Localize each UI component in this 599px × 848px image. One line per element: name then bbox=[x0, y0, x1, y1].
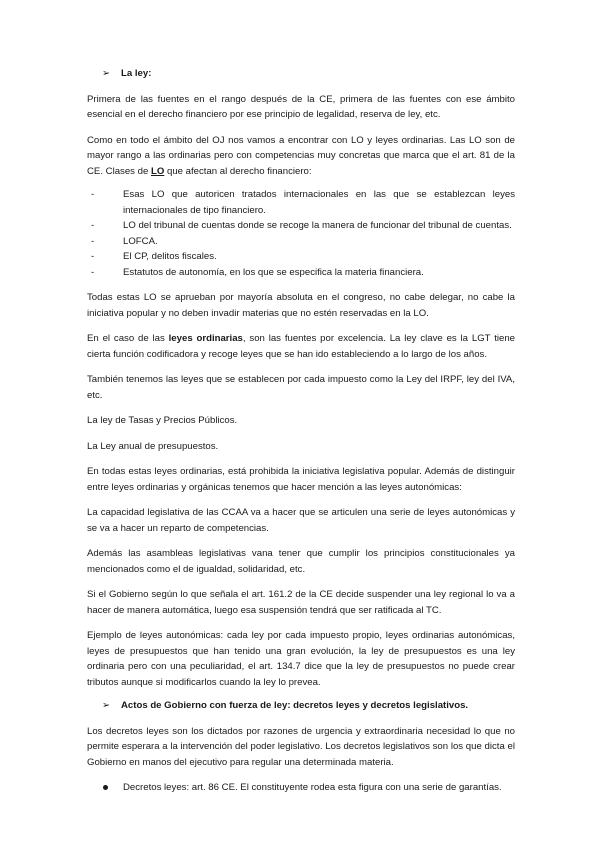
list-item-text: Decretos leyes: art. 86 CE. El constituyente rodea esta figura con una serie de garantías. bbox=[123, 782, 502, 793]
list-item bbox=[87, 249, 515, 265]
list-item-text: LOFCA. bbox=[123, 235, 158, 247]
dash-bullet: - bbox=[91, 251, 95, 262]
section-heading-actos-de-gobierno bbox=[87, 698, 515, 714]
list-item bbox=[87, 780, 515, 796]
arrow-bullet-icon: ➢ bbox=[102, 68, 111, 79]
paragraph: Primera de las fuentes en el rango después de la CE, primera de las fuentes con ese ámbito esencial en el derecho financiero por ese principio de legalidad, reserva de ley, etc. bbox=[87, 93, 515, 120]
list-item bbox=[87, 234, 515, 250]
paragraph-text: Como en todo el ámbito del OJ nos vamos a encontrar con LO y leyes ordinarias. Las LO son de mayor rango a las ordinarias pero con competencias muy concretas que marca que el art. 81 de la CE. Clases de bbox=[87, 134, 515, 177]
paragraph-text: En el caso de las bbox=[87, 333, 169, 344]
heading-text: La ley: bbox=[121, 68, 152, 79]
list-item-text: El CP, delitos fiscales. bbox=[123, 251, 217, 262]
list-item-text: Estatutos de autonomía, en los que se especifica la materia financiera. bbox=[123, 266, 424, 278]
list-item bbox=[87, 218, 515, 234]
paragraph: La Ley anual de presupuestos. bbox=[87, 440, 219, 452]
heading-text: Actos de Gobierno con fuerza de ley: decretos leyes y decretos legislativos. bbox=[121, 700, 469, 711]
dash-bullet: - bbox=[91, 235, 95, 247]
paragraph: En todas estas leyes ordinarias, está prohibida la iniciativa legislativa popular. Además de distinguir entre leyes ordinarias y orgánicas tenemos que hacer mención a las leyes autonómicas: bbox=[87, 466, 515, 493]
paragraph: La capacidad legislativa de las CCAA va a hacer que se articulen una serie de leyes autonómicas y se va a hacer un reparto de competencias. bbox=[87, 507, 515, 534]
paragraph: Además las asambleas legislativas vana tener que cumplir los principios constitucionales ya mencionados como el de igualdad, solidaridad, etc. bbox=[87, 548, 515, 575]
arrow-bullet-icon: ➢ bbox=[102, 700, 111, 711]
list-item-text: Esas LO que autoricen tratados internacionales en las que se establezcan leyes internacionales de tipo financiero. bbox=[123, 189, 515, 216]
list-item-text: LO del tribunal de cuentas donde se recoge la manera de funcionar del tribunal de cuentas. bbox=[123, 220, 512, 231]
lo-list bbox=[87, 187, 515, 280]
bold-term: leyes ordinarias bbox=[168, 333, 243, 344]
paragraph-leyes-ordinarias bbox=[87, 331, 515, 362]
paragraph: Ejemplo de leyes autonómicas: cada ley por cada impuesto propio, leyes ordinarias autonómicas, leyes de presupuestos que han tenido una gran evolución, la ley de presupuestos es una ley ordinaria pero con una peculiaridad, el art. 134.7 dice que la ley de presupuestos no puede crear tributos aunque si modificarlos cuando la ley lo prevea. bbox=[87, 630, 515, 688]
paragraph-lo-intro bbox=[87, 133, 515, 180]
paragraph: La ley de Tasas y Precios Públicos. bbox=[87, 415, 238, 426]
dash-bullet: - bbox=[91, 220, 95, 231]
list-item bbox=[87, 187, 515, 218]
list-item bbox=[87, 265, 515, 281]
paragraph-text: que afectan al derecho financiero: bbox=[164, 165, 312, 177]
paragraph: También tenemos las leyes que se establecen por cada impuesto como la Ley del IRPF, ley del IVA, etc. bbox=[87, 374, 515, 401]
dash-bullet: - bbox=[91, 266, 95, 278]
dash-bullet: - bbox=[91, 189, 95, 200]
paragraph: Todas estas LO se aprueban por mayoría absoluta en el congreso, no cabe delegar, no cabe la iniciativa popular y no deben invadir materias que no estén reservadas en la LO. bbox=[87, 292, 515, 319]
paragraph-text: , son las fuentes por excelencia. La ley clave es la LGT tiene cierta función codificadora y recoge leyes que se han ido estableciendo a lo largo de los años. bbox=[87, 333, 516, 360]
section-heading-la-ley bbox=[87, 66, 515, 82]
lo-emphasis: LO bbox=[151, 165, 165, 177]
round-bullet-icon bbox=[103, 785, 108, 790]
document-body bbox=[87, 66, 515, 796]
decretos-list bbox=[87, 780, 515, 796]
paragraph: Los decretos leyes son los dictados por razones de urgencia y extraordinaria necesidad lo que no permite esperara a la intervención del poder legislativo. Los decretos legislativos son los que dicta el Gobierno en manos del ejecutivo para regular una determinada materia. bbox=[87, 725, 515, 768]
paragraph: Si el Gobierno según lo que señala el art. 161.2 de la CE decide suspender una ley regional lo va a hacer de manera automática, luego esa suspensión tendrá que ser ratificada al TC. bbox=[87, 589, 515, 616]
